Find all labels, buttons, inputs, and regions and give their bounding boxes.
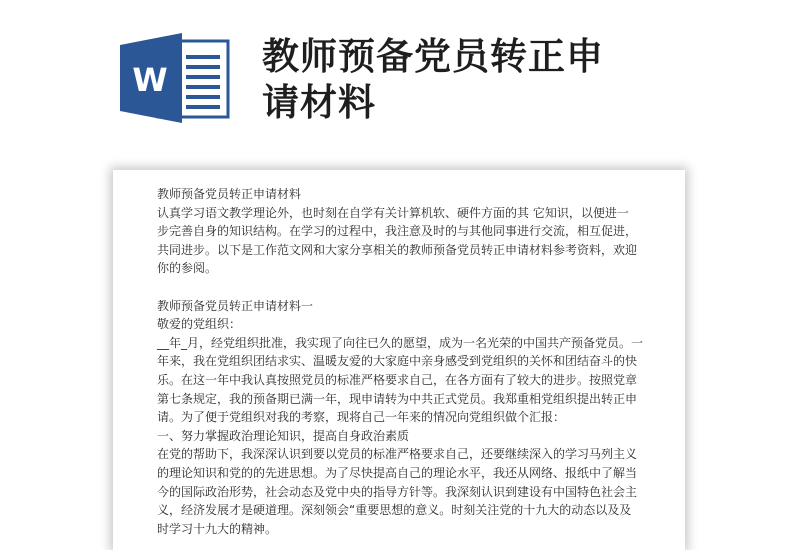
- doc-line: 一、努力掌握政治理论知识，提高自身政治素质: [157, 428, 410, 443]
- word-document-icon: [120, 33, 232, 123]
- doc-line: 敬爱的党组织：: [157, 317, 242, 332]
- doc-line: 认真学习语文教学理论外，也时刻在自学有关计算机软、硬件方面的其 它知识，以便进一: [157, 205, 629, 220]
- doc-line: 年来，我在党组织团结求实、温暖友爱的大家庭中亲身感受到党组织的关怀和团结奋斗的快: [157, 354, 638, 369]
- doc-line: 教师预备党员转正申请材料: [157, 187, 302, 201]
- header: [0, 0, 800, 160]
- doc-line: 步完善自身的知识结构。在学习的过程中，我注意及时的与其他同事进行交流，相互促进，: [157, 224, 638, 239]
- doc-line: 共同进步。以下是工作范文网和大家分享相关的教师预备党员转正申请材料参考资料，欢迎: [157, 242, 638, 257]
- page-title: [262, 34, 712, 126]
- doc-blank-line: [157, 278, 644, 297]
- doc-line: 的理论知识和党的的先进思想。为了尽快提高自己的理论水平，我还从网络、报纸中了解当: [157, 465, 638, 480]
- doc-line: 第七条规定，我的预备期已满一年，现申请转为中共正式党员。我郑重相党组织提出转正申: [157, 391, 638, 406]
- title-line-2: 请材料: [262, 81, 376, 124]
- doc-line: 你的参阅。: [157, 261, 218, 276]
- title-line-1: 教师预备党员转正申: [262, 35, 604, 78]
- document-page: [113, 170, 685, 536]
- doc-line: 义，经济发展才是硬道理。深刻领会“重要思想的意义。时刻关注党的十九大的动态以及及: [157, 503, 632, 518]
- doc-line: 今的国际政治形势，社会动态及党中央的指导方针等。我深刻认识到建设有中国特色社会主: [157, 484, 638, 499]
- doc-line: 教师预备党员转正申请材料一: [157, 298, 314, 313]
- doc-line: 时学习十九大的精神。: [157, 521, 278, 536]
- document-body: [157, 185, 644, 538]
- doc-line: 在党的帮助下，我深深认识到要以党员的标准严格要求自己，还要继续深入的学习马列主义: [157, 447, 638, 462]
- doc-line: 乐。在这一年中我认真按照党员的标准严格要求自己，在各方面有了较大的进步。按照党章: [157, 372, 638, 387]
- doc-line: 请。为了便于党组织对我的考察，现将自己一年来的情况向党组织做个汇报：: [157, 410, 566, 425]
- doc-line: __年_月，经党组织批准，我实现了向往已久的愿望，成为一名光荣的中国共产预备党员。一: [157, 335, 644, 350]
- word-icon-letter: W: [132, 61, 168, 99]
